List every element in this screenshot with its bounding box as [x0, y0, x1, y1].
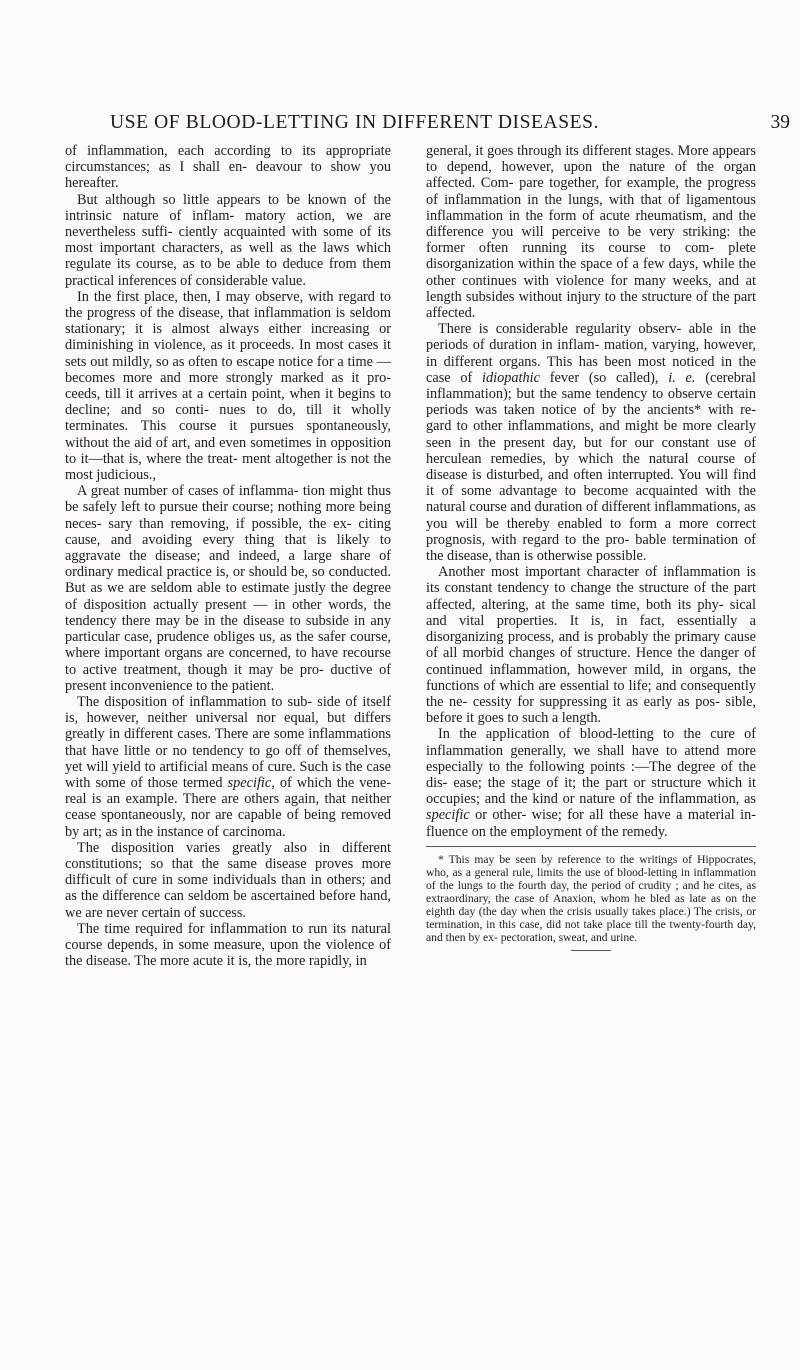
- text-run: In the application of blood-letting to the cure of inflammation generally, we shall have to attend more especially to the following points :—The degree of the dis- ease; the stage of it; the part or structure which it occupies; and the kind or nature of the inflammation, as: [426, 726, 756, 808]
- italic-term: specific: [426, 807, 470, 824]
- paragraph: Another most important character of inflammation is its constant tendency to change the structure of the part affected, altering, at the same time, both its phy- sical and vital properties. It is, in fact, essentially a disorganizing process, and is probably the primary cause of all morbid changes of structure. Hence the danger of continued inflammation, however mild, in organs, the functions of which are essential to life; and consequently the ne- cessity for suppressing it as early as pos- sible, before it goes to such a length.: [426, 564, 756, 727]
- italic-term: i. e.: [668, 369, 696, 386]
- text-run: There is considerable regularity observ- able in the periods of duration in inflam- mation, varying, however, in different organs. This has been most noticed in the case of: [426, 321, 756, 386]
- paragraph: A great number of cases of inflamma- tion might thus be safely left to pursue their course; nothing more being neces- sary than removing, if possible, the ex- citing cause, and avoiding every thing that is likely to aggravate the disease; and indeed, a large share of ordinary medical practice is, or should be, so conducted. But as we are seldom able to estimate justly the degree of disposition actually present — in other words, the tendency there may be in the disease to subside in any particular case, prudence obliges us, as the safer course, where important organs are concerned, to have recourse to active treatment, though it may be pro- ductive of present inconvenience to the patient.: [65, 483, 391, 694]
- paragraph: of inflammation, each according to its appropriate circumstances; as I shall en- deavour to show you hereafter.: [65, 143, 391, 192]
- paragraph: The time required for inflammation to run its natural course depends, in some measure, upon the violence of the disease. The more acute it is, the more rapidly, in: [65, 920, 391, 970]
- running-head: USE OF BLOOD-LETTING IN DIFFERENT DISEASES.: [110, 112, 600, 133]
- paragraph: general, it goes through its different stages. More appears to depend, however, upon the nature of the organ affected. Com- pare together, for example, the progress of inflammation in the lungs, with that of ligamentous inflammation in the form of acute rheumatism, and the difference you will perceive to be very striking: the former often running its course to com- plete disorganization within the space of a few days, while the other continues with violence for many weeks, and at length subsides without injury to the structure of the part affected.: [426, 143, 756, 322]
- right-column: [426, 143, 756, 951]
- text-run: , of which the vene- real is an example. There are others again, that neither cease spontaneously, nor are capable of being removed by art; as in the instance of carcinoma.: [65, 774, 392, 840]
- footnote-text: * This may be seen by reference to the writings of Hippocrates, who, as a general rule, limits the use of blood-letting in inflammation of the lungs to the fourth day, the period of crudity ; and he cites, as extraordinary, the case of Anaxion, whom he bled as late as on the eighth day (the day when the crisis usually takes place.) The crisis, or termination, in this case, did not take place till the twenty-fourth day, and then by ex- pectoration, sweat, and urine.: [426, 852, 756, 945]
- paragraph: [426, 321, 756, 564]
- text-run: The disposition of inflammation to sub- side of itself is, however, neither universal nor equal, but differs greatly in different cases. There are some inflammations that have little or no tendency to go off of themselves, yet will yield to artificial means of cure. Such is the case with some of those termed: [65, 693, 391, 791]
- end-rule: [571, 950, 611, 951]
- paragraph: [426, 726, 756, 839]
- page-number: 39: [770, 112, 790, 133]
- text-run: or other- wise; for all these have a material in- fluence on the employment of the remedy.: [426, 807, 756, 840]
- footnote: [426, 853, 756, 945]
- paragraph: [65, 694, 391, 840]
- paragraph: In the first place, then, I may observe, with regard to the progress of the disease, that inflammation is seldom stationary; it is almost always either increasing or diminishing in violence, as it proceeds. In most cases it sets out mildly, so as often to escape notice for a time — becomes more and more strongly marked as it pro- ceeds, till it arrives at a certain point, when it begins to decline; and so conti- nues to do, till it wholly terminates. This course it pursues spontaneously, without the aid of art, and even sometimes in opposition to it—that is, where the treat- ment altogether is not the most judicious.,: [65, 288, 391, 484]
- footnote-divider: [426, 846, 756, 847]
- italic-term: specific: [227, 774, 272, 791]
- text-run: fever (so called),: [539, 369, 669, 386]
- italic-term: idiopathic: [482, 369, 540, 386]
- paragraph: But although so little appears to be known of the intrinsic nature of inflam- matory action, we are nevertheless suffi- ciently acquainted with some of its most important characters, as well as the laws which regulate its course, as to be able to deduce from them practical inferences of considerable value.: [65, 191, 391, 289]
- page-header: [110, 112, 790, 142]
- left-column: [65, 143, 391, 969]
- text-run: (cerebral inflammation); but the same tendency to observe certain periods was taken notice of by the ancients* with re- gard to other inflammations, and might be more clearly seen in the present day, but for our constant use of herculean remedies, by which the natural course of disease is disturbed, and often interrupted. You will find it of some advantage to become acquainted with the natural course and duration of different inflammations, as you will be thereby enabled to form a more correct prognosis, with regard to the pro- bable termination of the disease, than is otherwise possible.: [426, 369, 756, 565]
- paragraph: The disposition varies greatly also in different constitutions; so that the same disease proves more difficult of cure in some individuals than in others; and as the difference can seldom be ascertained before hand, we are never certain of success.: [65, 839, 391, 921]
